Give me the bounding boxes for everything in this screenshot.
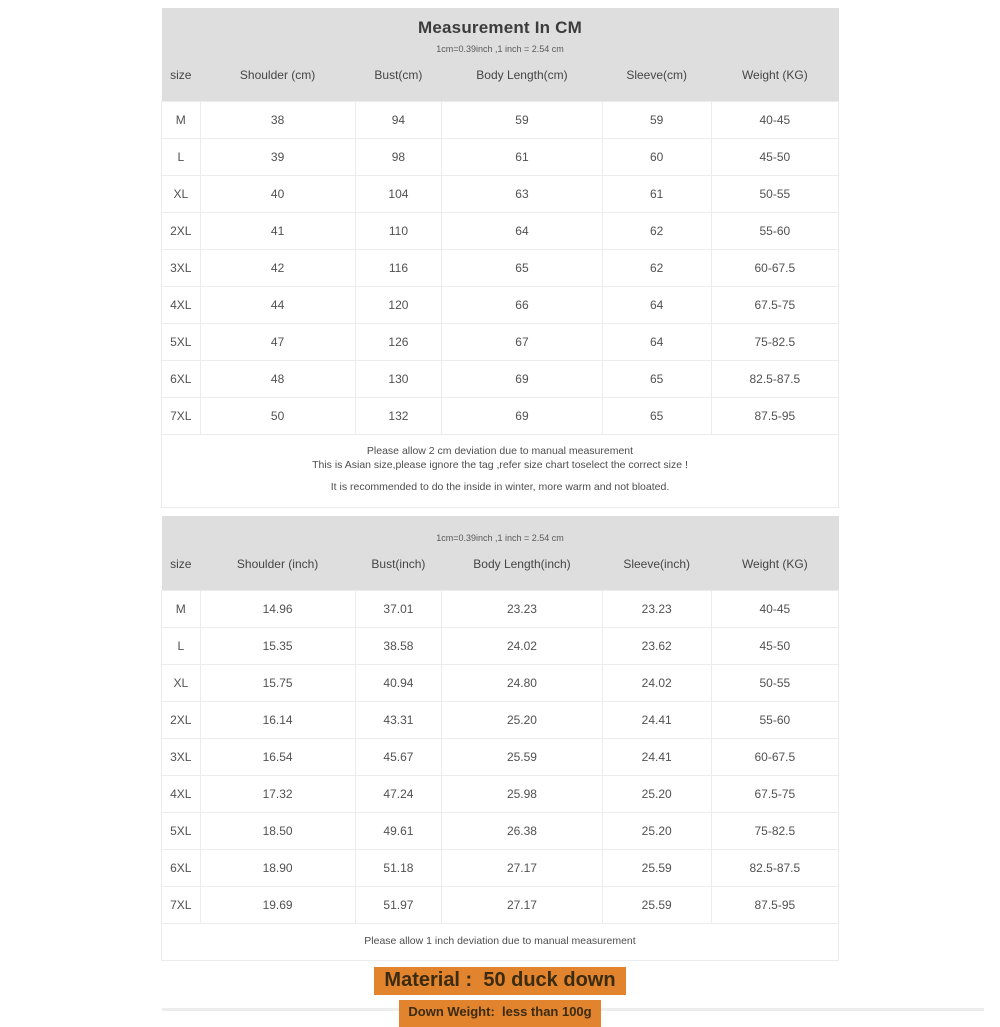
value-cell: 65 [602,397,711,434]
size-cell: 2XL [162,212,201,249]
value-cell: 65 [442,249,602,286]
table-row [162,665,839,702]
value-cell: 16.14 [200,702,355,739]
value-cell: 110 [355,212,442,249]
value-cell: 55-60 [711,212,838,249]
value-cell: 25.98 [442,776,602,813]
value-cell: 40 [200,175,355,212]
note-asian-size: This is Asian size,please ignore the tag ,refer size chart toselect the correct size ! [312,458,688,471]
table-row [162,175,839,212]
table-row [162,138,839,175]
column-header-bust: Bust(inch) [355,546,442,591]
value-cell: 18.90 [200,850,355,887]
size-cell: 7XL [162,397,201,434]
value-cell: 48 [200,360,355,397]
size-cell: 6XL [162,360,201,397]
size-chart-sheet [161,0,839,961]
value-cell: 60-67.5 [711,249,838,286]
value-cell: 51.18 [355,850,442,887]
inch-title-band [162,516,839,546]
note-deviation-cm: Please allow 2 cm deviation due to manual measurement [366,444,634,457]
value-cell: 24.02 [602,665,711,702]
table-row [162,591,839,628]
inch-header-row [162,546,839,591]
value-cell: 60 [602,138,711,175]
value-cell: 82.5-87.5 [711,360,838,397]
table-row [162,286,839,323]
size-cell: 4XL [162,776,201,813]
value-cell: 130 [355,360,442,397]
size-cell: 7XL [162,887,201,924]
inch-table-subtitle: 1cm=0.39inch ,1 inch = 2.54 cm [436,532,564,543]
value-cell: 50-55 [711,665,838,702]
cm-notes-row [162,434,839,507]
value-cell: 24.41 [602,702,711,739]
value-cell: 43.31 [355,702,442,739]
size-table-cm [161,8,839,508]
value-cell: 64 [602,286,711,323]
value-cell: 87.5-95 [711,887,838,924]
table-row [162,850,839,887]
table-row [162,360,839,397]
value-cell: 50 [200,397,355,434]
column-header-size: size [162,56,201,101]
column-header-shoulder: Shoulder (cm) [200,56,355,101]
value-cell: 59 [442,101,602,138]
value-cell: 42 [200,249,355,286]
value-cell: 87.5-95 [711,397,838,434]
value-cell: 65 [602,360,711,397]
table-row [162,887,839,924]
value-cell: 64 [602,323,711,360]
size-cell: 4XL [162,286,201,323]
table-row [162,776,839,813]
value-cell: 40-45 [711,101,838,138]
value-cell: 25.20 [602,776,711,813]
value-cell: 75-82.5 [711,813,838,850]
value-cell: 51.97 [355,887,442,924]
value-cell: 98 [355,138,442,175]
value-cell: 40.94 [355,665,442,702]
value-cell: 15.75 [200,665,355,702]
table-row [162,212,839,249]
table-row [162,628,839,665]
column-header-bust: Bust(cm) [355,56,442,101]
value-cell: 26.38 [442,813,602,850]
material-badge: Material : 50 duck down [374,967,625,995]
table-row [162,813,839,850]
value-cell: 38 [200,101,355,138]
value-cell: 27.17 [442,887,602,924]
value-cell: 44 [200,286,355,323]
value-cell: 69 [442,360,602,397]
size-cell: L [162,628,201,665]
value-cell: 62 [602,249,711,286]
note-winter: It is recommended to do the inside in winter, more warm and not bloated. [330,480,670,493]
material-line [0,967,1000,995]
value-cell: 25.59 [602,850,711,887]
value-cell: 61 [602,175,711,212]
value-cell: 67.5-75 [711,286,838,323]
value-cell: 16.54 [200,739,355,776]
value-cell: 38.58 [355,628,442,665]
value-cell: 45.67 [355,739,442,776]
section-gap [161,508,839,516]
down-weight-line [0,995,1000,1027]
value-cell: 82.5-87.5 [711,850,838,887]
cm-table-title: Measurement In CM [418,18,582,37]
value-cell: 63 [442,175,602,212]
column-header-sleeve: Sleeve(inch) [602,546,711,591]
value-cell: 75-82.5 [711,323,838,360]
inch-notes-row [162,924,839,961]
value-cell: 60-67.5 [711,739,838,776]
value-cell: 25.20 [442,702,602,739]
value-cell: 132 [355,397,442,434]
value-cell: 24.41 [602,739,711,776]
value-cell: 67 [442,323,602,360]
value-cell: 18.50 [200,813,355,850]
size-cell: M [162,591,201,628]
size-cell: 5XL [162,813,201,850]
value-cell: 64 [442,212,602,249]
value-cell: 66 [442,286,602,323]
table-row [162,397,839,434]
column-header-body-length: Body Length(cm) [442,56,602,101]
size-cell: 3XL [162,249,201,286]
note-deviation-inch: Please allow 1 inch deviation due to manual measurement [364,935,636,947]
value-cell: 104 [355,175,442,212]
value-cell: 62 [602,212,711,249]
size-cell: 5XL [162,323,201,360]
value-cell: 14.96 [200,591,355,628]
column-header-weight: Weight (KG) [711,546,838,591]
value-cell: 23.62 [602,628,711,665]
value-cell: 94 [355,101,442,138]
value-cell: 67.5-75 [711,776,838,813]
value-cell: 69 [442,397,602,434]
value-cell: 24.02 [442,628,602,665]
size-cell: 3XL [162,739,201,776]
size-cell: XL [162,665,201,702]
size-cell: 2XL [162,702,201,739]
value-cell: 126 [355,323,442,360]
value-cell: 15.35 [200,628,355,665]
value-cell: 19.69 [200,887,355,924]
value-cell: 116 [355,249,442,286]
value-cell: 47.24 [355,776,442,813]
value-cell: 120 [355,286,442,323]
value-cell: 25.59 [442,739,602,776]
column-header-sleeve: Sleeve(cm) [602,56,711,101]
column-header-weight: Weight (KG) [711,56,838,101]
table-row [162,249,839,286]
value-cell: 45-50 [711,138,838,175]
value-cell: 37.01 [355,591,442,628]
value-cell: 41 [200,212,355,249]
column-header-size: size [162,546,201,591]
size-cell: M [162,101,201,138]
value-cell: 59 [602,101,711,138]
value-cell: 47 [200,323,355,360]
value-cell: 61 [442,138,602,175]
size-cell: 6XL [162,850,201,887]
value-cell: 23.23 [602,591,711,628]
footer [0,967,1000,1027]
value-cell: 39 [200,138,355,175]
value-cell: 45-50 [711,628,838,665]
value-cell: 24.80 [442,665,602,702]
table-row [162,323,839,360]
value-cell: 23.23 [442,591,602,628]
value-cell: 17.32 [200,776,355,813]
down-weight-badge: Down Weight: less than 100g [399,1000,600,1027]
value-cell: 55-60 [711,702,838,739]
cm-title-band [162,8,839,56]
value-cell: 50-55 [711,175,838,212]
value-cell: 49.61 [355,813,442,850]
size-cell: L [162,138,201,175]
cm-notes-cell [162,434,839,507]
cm-header-row [162,56,839,101]
column-header-body-length: Body Length(inch) [442,546,602,591]
column-header-shoulder: Shoulder (inch) [200,546,355,591]
value-cell: 25.59 [602,887,711,924]
inch-notes-cell [162,924,839,961]
value-cell: 40-45 [711,591,838,628]
cm-table-subtitle: 1cm=0.39inch ,1 inch = 2.54 cm [436,44,564,54]
table-row [162,702,839,739]
size-cell: XL [162,175,201,212]
table-row [162,101,839,138]
value-cell: 27.17 [442,850,602,887]
table-row [162,739,839,776]
size-table-inch [161,516,839,962]
value-cell: 25.20 [602,813,711,850]
